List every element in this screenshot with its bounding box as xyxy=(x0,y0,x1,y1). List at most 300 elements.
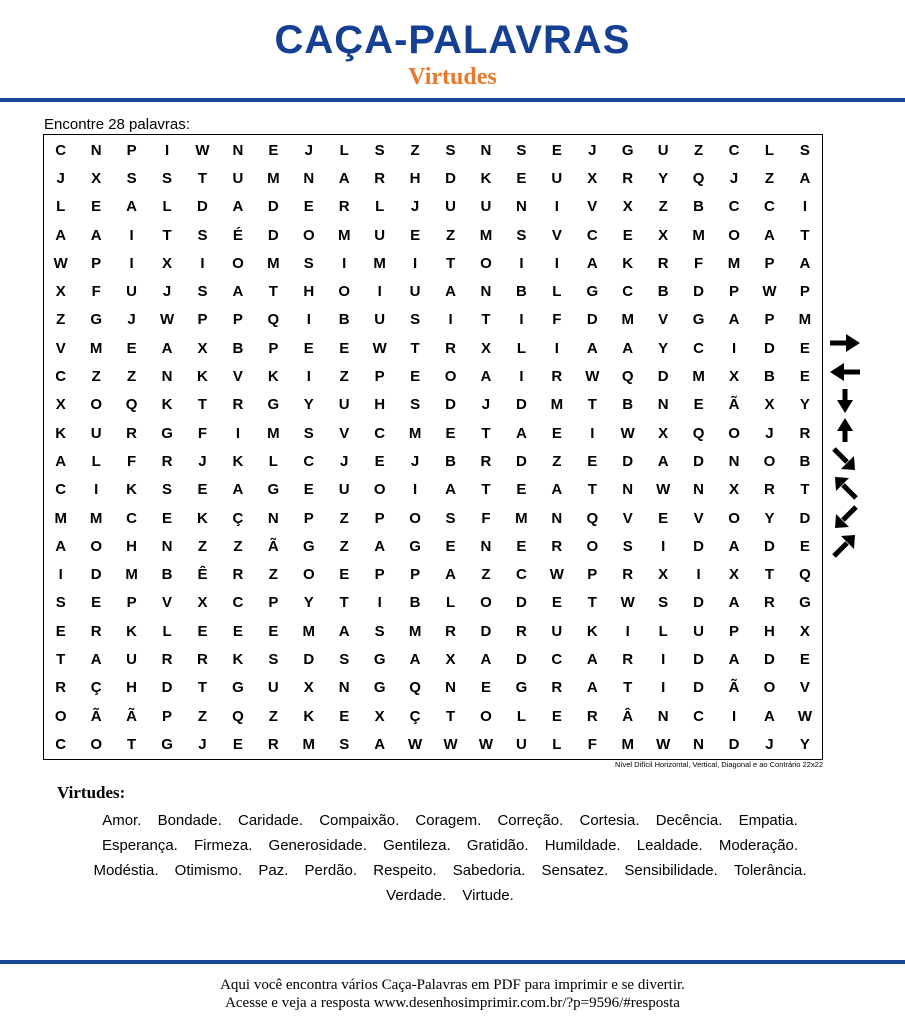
grid-cell: U xyxy=(480,198,492,216)
grid-cell: O xyxy=(54,707,67,725)
grid-cell: Â xyxy=(622,707,634,725)
grid-cell: D xyxy=(197,198,208,216)
grid-cell: Ç xyxy=(409,707,421,725)
grid-cell: I xyxy=(306,311,311,329)
grid-cell: M xyxy=(692,368,705,386)
grid-cell: G xyxy=(621,141,634,159)
grid-cell: J xyxy=(162,283,172,301)
grid-cell: U xyxy=(445,198,456,216)
grid-cell: P xyxy=(729,283,740,301)
grid-cell: L xyxy=(552,735,562,753)
grid-cell: V xyxy=(658,311,669,329)
grid-cell: Ã xyxy=(267,537,279,555)
grid-cell: A xyxy=(586,254,598,272)
grid-cell: E xyxy=(551,141,562,159)
grid-cell: K xyxy=(586,622,598,640)
word-list-item: Generosidade. xyxy=(268,837,367,854)
word-list-heading: Virtudes: xyxy=(57,783,126,802)
grid-cell: A xyxy=(90,650,102,668)
grid-cell: C xyxy=(764,198,775,216)
grid-cell: F xyxy=(694,254,704,272)
grid-cell: M xyxy=(267,169,280,187)
grid-cell: U xyxy=(657,141,669,159)
grid-cell: N xyxy=(622,481,634,499)
grid-cell: Ç xyxy=(90,679,102,697)
grid-cell: F xyxy=(552,311,562,329)
grid-cell: U xyxy=(551,622,563,640)
grid-cell: A xyxy=(232,198,244,216)
grid-cell: C xyxy=(515,566,527,584)
grid-cell: E xyxy=(622,226,633,244)
grid-cell: P xyxy=(374,368,385,386)
grid-cell: Q xyxy=(267,311,280,329)
grid-cell: L xyxy=(375,198,385,216)
grid-row xyxy=(43,249,823,277)
grid-cell: X xyxy=(55,396,66,414)
grid-cell: U xyxy=(551,169,563,187)
grid-cell: E xyxy=(480,679,491,697)
grid-cell: R xyxy=(161,650,173,668)
grid-cell: B xyxy=(409,594,421,612)
grid-cell: E xyxy=(339,707,350,725)
grid-cell: A xyxy=(622,339,634,357)
grid-cell: R xyxy=(551,537,563,555)
grid-row xyxy=(43,164,823,192)
grid-cell: W xyxy=(620,594,635,612)
footer-line-2: Acesse e veja a resposta www.desenhosimprimir.com.br/?p=9596/#resposta xyxy=(225,995,680,1011)
grid-cell: H xyxy=(764,622,775,640)
grid-cell: N xyxy=(480,141,492,159)
grid-cell: I xyxy=(519,368,524,386)
grid-cell: I xyxy=(554,339,559,357)
grid-cell: T xyxy=(197,679,208,697)
grid-cell: T xyxy=(56,650,66,668)
grid-cell: V xyxy=(799,679,810,697)
grid-cell: Z xyxy=(481,566,491,584)
grid-cell: X xyxy=(162,254,173,272)
grid-cell: Z xyxy=(764,169,775,187)
grid-cell: S xyxy=(374,622,385,640)
grid-cell: C xyxy=(728,141,740,159)
word-list-item: Paz. xyxy=(258,862,289,879)
grid-cell: O xyxy=(728,509,740,527)
grid-cell: Y xyxy=(303,396,314,414)
arrow-down-left-icon xyxy=(828,504,862,530)
grid-cell: M xyxy=(408,622,422,640)
grid-cell: S xyxy=(445,509,456,527)
grid-cell: M xyxy=(373,254,386,272)
word-list-item: Perdão. xyxy=(304,862,358,879)
grid-cell: E xyxy=(91,198,102,216)
grid-cell: J xyxy=(410,452,420,470)
grid-cell: G xyxy=(267,481,280,499)
grid-cell: S xyxy=(339,735,350,753)
grid-cell: F xyxy=(91,283,101,301)
grid-cell: G xyxy=(515,679,528,697)
grid-row xyxy=(43,277,823,305)
grid-cell: Z xyxy=(410,141,420,159)
grid-cell: B xyxy=(764,368,775,386)
grid-cell: V xyxy=(162,594,173,612)
word-list-item: Virtude. xyxy=(462,887,514,904)
grid-cell: M xyxy=(550,396,564,414)
grid-cell: I xyxy=(413,481,418,499)
grid-cell: S xyxy=(197,226,208,244)
grid-cell: E xyxy=(339,566,350,584)
grid-cell: A xyxy=(764,226,775,244)
grid-cell: Z xyxy=(445,226,456,244)
grid-cell: K xyxy=(267,368,279,386)
grid-cell: C xyxy=(622,283,634,301)
grid-cell: N xyxy=(267,509,279,527)
grid-cell: D xyxy=(728,735,740,753)
grid-cell: O xyxy=(90,735,102,753)
grid-cell: S xyxy=(516,226,527,244)
grid-cell: H xyxy=(126,679,138,697)
arrow-down-icon xyxy=(828,388,862,414)
grid-cell: G xyxy=(586,283,599,301)
grid-cell: E xyxy=(303,339,314,357)
grid-cell: A xyxy=(55,452,67,470)
grid-cell: K xyxy=(622,254,634,272)
word-list-item: Verdade. xyxy=(386,887,447,904)
grid-row xyxy=(43,391,823,419)
word-list-item: Sensibilidade. xyxy=(624,862,718,879)
word-list-item: Lealdade. xyxy=(636,837,703,854)
grid-cell: E xyxy=(516,537,527,555)
grid-cell: A xyxy=(657,452,669,470)
grid-cell: G xyxy=(799,594,811,612)
grid-cell: U xyxy=(267,679,279,697)
grid-cell: E xyxy=(126,339,137,357)
grid-cell: I xyxy=(58,566,63,584)
grid-cell: X xyxy=(445,650,456,668)
grid-cell: B xyxy=(338,311,350,329)
grid-cell: R xyxy=(338,198,350,216)
grid-cell: S xyxy=(197,283,208,301)
grid-cell: R xyxy=(799,424,811,442)
grid-cell: A xyxy=(728,650,740,668)
grid-cell: É xyxy=(232,226,243,244)
grid-cell: D xyxy=(480,622,492,640)
grid-cell: W xyxy=(585,368,600,386)
grid-cell: O xyxy=(338,283,351,301)
grid-cell: A xyxy=(409,650,421,668)
grid-cell: P xyxy=(587,566,598,584)
grid-row xyxy=(43,447,823,475)
word-list xyxy=(60,808,840,908)
grid-cell: U xyxy=(409,283,421,301)
grid-cell: R xyxy=(515,622,527,640)
grid-cell: O xyxy=(90,537,102,555)
grid-cell: E xyxy=(162,509,173,527)
grid-cell: E xyxy=(268,622,279,640)
grid-cell: P xyxy=(799,283,810,301)
grid-cell: Y xyxy=(658,339,669,357)
arrow-left-icon xyxy=(828,359,862,385)
grid-cell: I xyxy=(802,198,807,216)
word-list-item: Firmeza. xyxy=(194,837,253,854)
grid-cell: N xyxy=(445,679,456,697)
grid-cell: A xyxy=(445,566,456,584)
grid-cell: G xyxy=(373,679,386,697)
grid-cell: E xyxy=(551,594,562,612)
grid-cell: N xyxy=(90,141,102,159)
grid-cell: W xyxy=(620,424,635,442)
grid-cell: X xyxy=(764,396,775,414)
word-list-item: Humildade. xyxy=(544,837,621,854)
grid-cell: Q xyxy=(799,566,811,584)
grid-cell: V xyxy=(587,198,598,216)
grid-cell: S xyxy=(55,594,66,612)
arrow-right-icon xyxy=(828,330,862,356)
grid-cell: U xyxy=(90,424,102,442)
grid-cell: T xyxy=(623,679,633,697)
grid-cell: Z xyxy=(197,707,208,725)
grid-cell: M xyxy=(479,226,493,244)
grid-cell: S xyxy=(799,141,810,159)
grid-cell: P xyxy=(91,254,102,272)
word-list-item: Amor. xyxy=(102,812,142,829)
grid-cell: T xyxy=(162,226,172,244)
word-list-item: Coragem. xyxy=(415,812,482,829)
word-list-item: Modéstia. xyxy=(93,862,159,879)
grid-cell: L xyxy=(339,141,349,159)
instruction-text: Encontre 28 palavras: xyxy=(44,116,190,133)
grid-cell: M xyxy=(692,226,705,244)
grid-cell: S xyxy=(162,169,173,187)
grid-cell: P xyxy=(374,566,385,584)
grid-cell: T xyxy=(587,396,597,414)
grid-cell: X xyxy=(658,424,669,442)
grid-cell: C xyxy=(232,594,244,612)
grid-cell: U xyxy=(693,622,705,640)
grid-cell: F xyxy=(481,509,491,527)
grid-cell: K xyxy=(55,424,67,442)
grid-cell: A xyxy=(728,537,740,555)
grid-cell: O xyxy=(444,368,457,386)
grid-cell: R xyxy=(622,169,634,187)
grid-cell: A xyxy=(161,339,173,357)
grid-cell: J xyxy=(127,311,136,329)
grid-cell: T xyxy=(587,594,597,612)
grid-cell: Q xyxy=(692,424,705,442)
grid-cell: L xyxy=(552,283,562,301)
grid-row xyxy=(43,476,823,504)
grid-row xyxy=(43,589,823,617)
grid-cell: W xyxy=(656,481,671,499)
arrow-up-left-icon xyxy=(828,475,862,501)
grid-row xyxy=(43,362,823,390)
grid-cell: X xyxy=(91,169,102,187)
grid-cell: D xyxy=(445,169,456,187)
grid-cell: N xyxy=(480,537,492,555)
grid-cell: R xyxy=(764,481,775,499)
grid-cell: X xyxy=(55,283,66,301)
grid-cell: U xyxy=(338,481,350,499)
grid-cell: P xyxy=(410,566,421,584)
grid-cell: N xyxy=(693,481,705,499)
page-title: CAÇA-PALAVRAS xyxy=(274,18,631,62)
grid-cell: A xyxy=(586,679,598,697)
grid-cell: L xyxy=(91,452,101,470)
grid-cell: J xyxy=(481,396,491,414)
grid-cell: P xyxy=(162,707,173,725)
grid-cell: L xyxy=(764,141,775,159)
grid-cell: T xyxy=(197,396,208,414)
grid-cell: D xyxy=(693,537,705,555)
grid-cell: O xyxy=(586,537,599,555)
grid-cell: Q xyxy=(232,707,244,725)
grid-cell: B xyxy=(622,396,634,414)
grid-cell: I xyxy=(129,226,134,244)
grid-cell: R xyxy=(374,169,386,187)
grid-cell: E xyxy=(693,396,704,414)
grid-cell: J xyxy=(340,452,349,470)
grid-cell: G xyxy=(692,311,705,329)
grid-cell: I xyxy=(731,339,737,357)
grid-cell: R xyxy=(551,679,563,697)
grid-cell: C xyxy=(374,424,386,442)
bottom-divider xyxy=(0,960,905,964)
grid-cell: Z xyxy=(552,452,562,470)
grid-cell: E xyxy=(268,141,279,159)
grid-row xyxy=(43,617,823,645)
grid-cell: I xyxy=(129,254,134,272)
grid-cell: N xyxy=(232,141,244,159)
grid-cell: N xyxy=(728,452,740,470)
grid-cell: C xyxy=(693,707,705,725)
grid-cell: Y xyxy=(303,594,314,612)
grid-cell: F xyxy=(197,424,208,442)
grid-cell: B xyxy=(232,339,244,357)
grid-cell: Q xyxy=(692,169,705,187)
grid-cell: H xyxy=(303,283,315,301)
grid-cell: N xyxy=(515,198,527,216)
grid-cell: V xyxy=(693,509,704,527)
word-list-item: Gratidão. xyxy=(466,837,529,854)
grid-cell: U xyxy=(374,311,386,329)
grid-cell: O xyxy=(480,254,492,272)
grid-cell: D xyxy=(693,283,705,301)
grid-cell: S xyxy=(658,594,669,612)
grid-cell: N xyxy=(161,368,173,386)
grid-cell: O xyxy=(90,396,102,414)
grid-cell: A xyxy=(586,650,598,668)
grid-cell: I xyxy=(519,254,524,272)
grid-cell: T xyxy=(800,226,810,244)
grid-cell: R xyxy=(126,424,138,442)
grid-cell: A xyxy=(90,226,102,244)
grid-cell: X xyxy=(197,594,208,612)
grid-cell: G xyxy=(161,735,173,753)
grid-cell: J xyxy=(304,141,313,159)
grid-cell: L xyxy=(56,198,66,216)
grid-cell: I xyxy=(696,566,701,584)
grid-cell: A xyxy=(764,707,775,725)
grid-cell: C xyxy=(55,368,67,386)
grid-cell: I xyxy=(554,198,559,216)
grid-cell: E xyxy=(374,452,385,470)
grid-row xyxy=(43,504,823,532)
grid-cell: T xyxy=(197,169,208,187)
grid-cell: O xyxy=(728,226,740,244)
grid-cell: W xyxy=(443,735,458,753)
grid-cell: E xyxy=(799,368,810,386)
grid-cell: X xyxy=(658,566,669,584)
word-list-item: Moderação. xyxy=(718,837,799,854)
grid-cell: P xyxy=(764,254,775,272)
grid-cell: E xyxy=(232,622,243,640)
grid-cell: M xyxy=(89,339,103,357)
grid-cell: L xyxy=(162,622,172,640)
grid-cell: E xyxy=(410,368,421,386)
grid-cell: X xyxy=(729,368,740,386)
grid-cell: E xyxy=(303,481,314,499)
grid-cell: I xyxy=(200,254,205,272)
grid-cell: X xyxy=(197,339,208,357)
grid-cell: E xyxy=(197,622,208,640)
grid-cell: T xyxy=(764,566,775,584)
grid-cell: V xyxy=(55,339,66,357)
grid-cell: O xyxy=(409,509,421,527)
arrow-down-right-icon xyxy=(828,446,862,472)
grid-cell: D xyxy=(764,650,775,668)
grid-cell: K xyxy=(161,396,173,414)
grid-cell: P xyxy=(268,339,279,357)
grid-cell: T xyxy=(481,424,491,442)
grid-cell: X xyxy=(799,622,810,640)
grid-cell: Q xyxy=(409,679,421,697)
grid-cell: D xyxy=(586,311,598,329)
page-subtitle: Virtudes xyxy=(408,64,497,90)
grid-cell: D xyxy=(693,679,705,697)
grid-cell: S xyxy=(268,650,279,668)
grid-cell: E xyxy=(516,481,527,499)
grid-cell: C xyxy=(126,509,138,527)
grid-cell: K xyxy=(480,169,492,187)
grid-cell: W xyxy=(762,283,777,301)
grid-row xyxy=(43,221,823,249)
grid-cell: C xyxy=(303,452,315,470)
grid-cell: D xyxy=(657,368,669,386)
word-list-item: Cortesia. xyxy=(579,812,640,829)
grid-cell: M xyxy=(621,311,634,329)
word-list-item: Sensatez. xyxy=(541,862,609,879)
grid-cell: L xyxy=(445,594,456,612)
grid-cell: O xyxy=(763,679,776,697)
grid-cell: S xyxy=(516,141,527,159)
grid-cell: X xyxy=(587,169,598,187)
grid-cell: J xyxy=(56,169,65,187)
grid-cell: Z xyxy=(339,368,349,386)
grid-cell: X xyxy=(622,198,633,216)
grid-cell: O xyxy=(728,424,740,442)
grid-row xyxy=(43,730,823,758)
grid-cell: W xyxy=(408,735,423,753)
grid-cell: M xyxy=(727,254,741,272)
grid-cell: W xyxy=(372,339,387,357)
grid-cell: K xyxy=(232,650,244,668)
grid-cell: I xyxy=(554,254,559,272)
grid-cell: R xyxy=(622,566,634,584)
grid-cell: E xyxy=(516,169,527,187)
grid-cell: B xyxy=(161,566,173,584)
grid-cell: Z xyxy=(233,537,243,555)
grid-cell: Y xyxy=(764,509,775,527)
grid-cell: D xyxy=(267,198,279,216)
word-list-item: Compaixão. xyxy=(319,812,400,829)
